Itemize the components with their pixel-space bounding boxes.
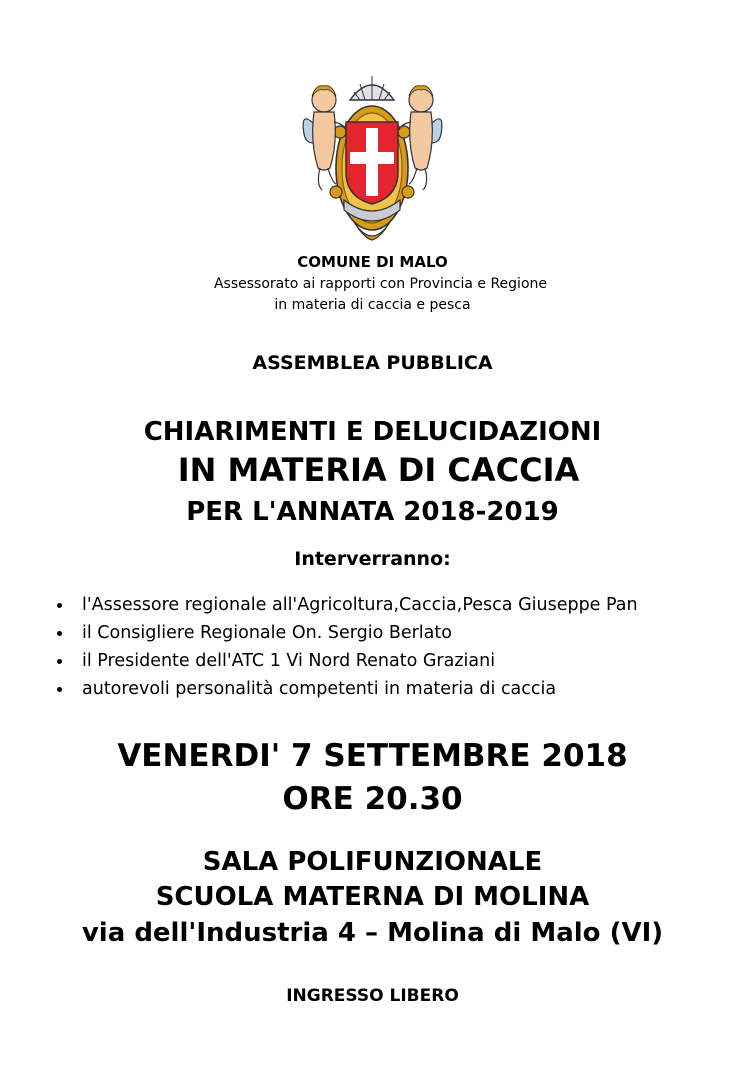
speakers-heading: Interverranno: <box>294 548 451 570</box>
event-type: ASSEMBLEA PUBBLICA <box>252 352 493 374</box>
event-title-line-2: IN MATERIA DI CACCIA <box>177 451 580 489</box>
speaker-item: il Consigliere Regionale On. Sergio Berlato <box>57 619 638 647</box>
speaker-item: il Presidente dell'ATC 1 Vi Nord Renato Graziani <box>57 647 638 675</box>
entry-note: INGRESSO LIBERO <box>286 986 459 1006</box>
speaker-item: autorevoli personalità competenti in materia di caccia <box>57 675 638 703</box>
assessorato-line-2: in materia di caccia e pesca <box>274 297 471 313</box>
red-shield <box>346 122 398 204</box>
venue-address: via dell'Industria 4 – Molina di Malo (VI) <box>81 918 664 948</box>
speaker-item: l'Assessore regionale all'Agricoltura,Caccia,Pesca Giuseppe Pan <box>57 591 638 619</box>
coat-of-arms-icon <box>300 72 445 252</box>
event-date: VENERDI' 7 SETTEMBRE 2018 <box>117 738 628 774</box>
shell-crest <box>350 76 394 100</box>
venue-line-1: SALA POLIFUNZIONALE <box>202 847 543 877</box>
comune-title: COMUNE DI MALO <box>297 253 448 271</box>
event-title-line-3: PER L'ANNATA 2018-2019 <box>186 497 559 527</box>
event-title-line-1: CHIARIMENTI E DELUCIDAZIONI <box>143 417 602 447</box>
speakers-list <box>57 591 638 703</box>
assessorato-line-1: Assessorato ai rapporti con Provincia e Regione <box>213 276 547 292</box>
venue-line-2: SCUOLA MATERNA DI MOLINA <box>155 882 590 912</box>
event-time: ORE 20.30 <box>282 781 463 817</box>
